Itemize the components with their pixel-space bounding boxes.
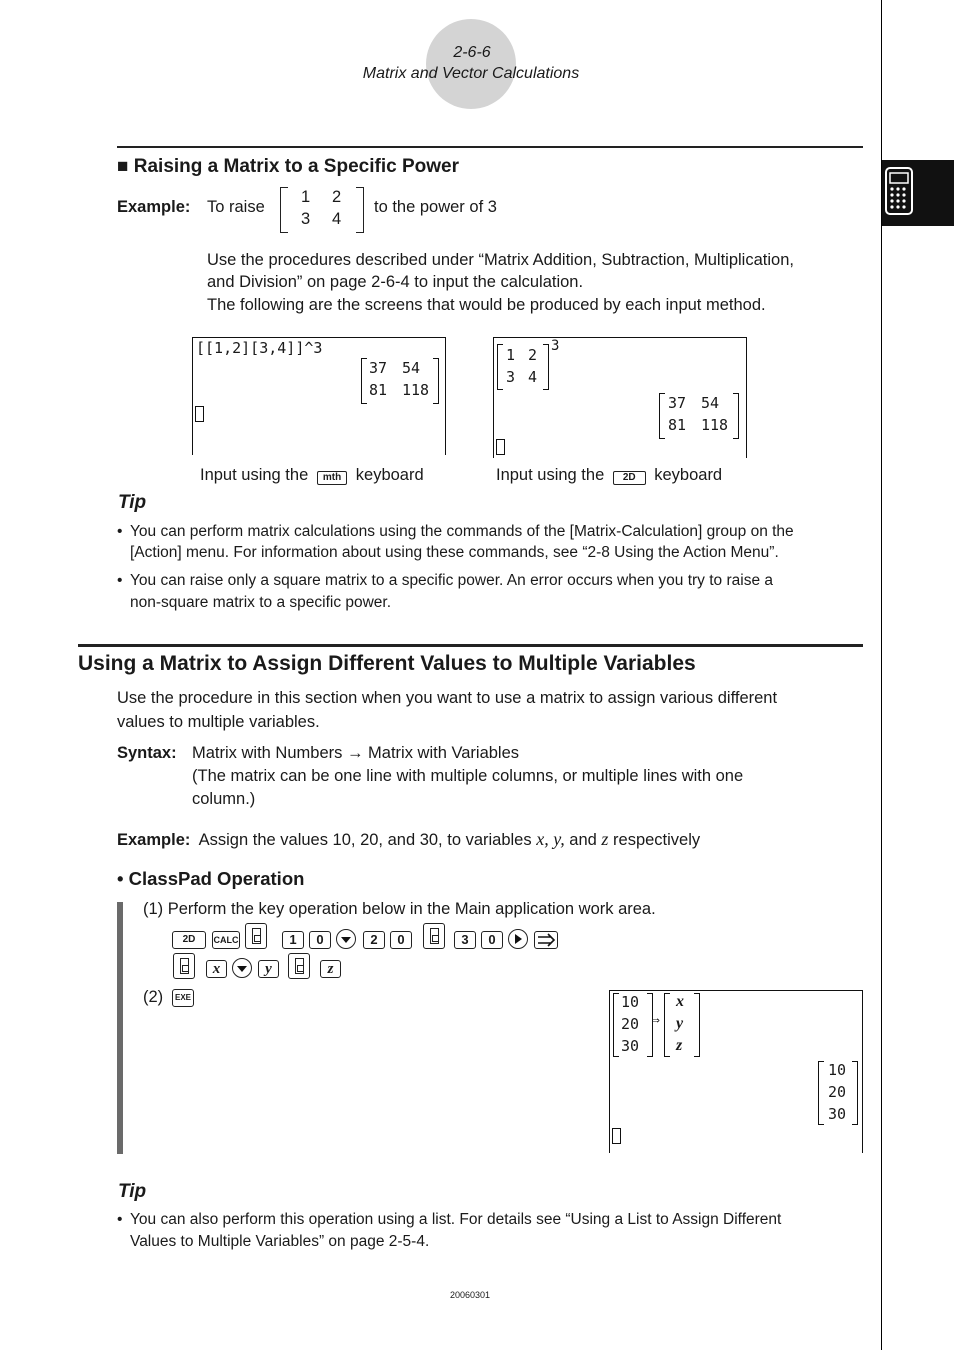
- tip-item-line: You can raise only a square matrix to a specific power. An error occurs when you try to raise a: [130, 572, 773, 589]
- example-and: and: [569, 831, 597, 849]
- 2d-key: 2D: [613, 471, 646, 485]
- caption-2d: [496, 464, 722, 487]
- header-circle: [426, 19, 516, 109]
- example-label: Example:: [117, 831, 191, 849]
- input-cell: 4: [528, 368, 538, 386]
- key-matrix-template: [288, 953, 310, 979]
- syntax-label: Syntax:: [117, 744, 177, 762]
- result-matrix: [659, 393, 739, 437]
- key-exe: EXE: [172, 989, 194, 1007]
- tip-heading: Tip: [118, 492, 147, 513]
- key-calc: CALC: [212, 931, 240, 949]
- tip-item-line: [Action] menu. For information about using these commands, see “2-8 Using the Action Menu”.: [130, 544, 779, 561]
- result-cell: 37: [369, 359, 388, 377]
- right-arrow-icon: [509, 930, 527, 948]
- cursor: [195, 406, 204, 422]
- example-text-post: to the power of 3: [374, 198, 497, 216]
- tip-heading: Tip: [118, 1181, 147, 1202]
- result-cell: 118: [701, 416, 729, 434]
- tip-item-line: non-square matrix to a specific power.: [130, 594, 392, 611]
- input-matrix: [497, 344, 549, 390]
- tip-bullet: •: [117, 1211, 123, 1228]
- key-matrix-template: [173, 953, 195, 979]
- var-cell: y: [676, 1015, 684, 1032]
- value-cell: 20: [621, 1015, 640, 1033]
- chapter-tab: [882, 160, 954, 226]
- exponent: 3: [551, 338, 560, 354]
- matrix-cell: 1: [301, 188, 311, 206]
- footer-code: 20060301: [449, 1290, 491, 1300]
- result-cell: 20: [828, 1083, 847, 1101]
- paragraph-line: and Division” on page 2-6-4 to input the calculation.: [207, 273, 584, 291]
- section-heading: Using a Matrix to Assign Different Values to Multiple Variables: [78, 652, 696, 675]
- section-rule: [78, 644, 863, 647]
- result-cell: 54: [402, 359, 421, 377]
- syntax-note: column.): [192, 790, 256, 808]
- mth-key: mth: [317, 471, 347, 485]
- calculator-screen-mth: [192, 337, 446, 455]
- value-cell: 30: [621, 1037, 640, 1055]
- key-right-arrow: [508, 929, 528, 949]
- key-z: z: [320, 960, 341, 978]
- caption-mth: [200, 464, 424, 487]
- syntax-note: (The matrix can be one line with multiple columns, or multiple lines with one: [192, 767, 744, 785]
- double-arrow-icon: [535, 932, 557, 948]
- key-0: 0: [481, 931, 503, 949]
- key-2d: 2D: [172, 931, 206, 949]
- input-cell: 3: [506, 368, 516, 386]
- result-cell: 30: [828, 1105, 847, 1123]
- key-3: 3: [454, 931, 476, 949]
- screen-input-line: [[1,2][3,4]]^3: [196, 339, 323, 357]
- vars-matrix: [664, 993, 700, 1057]
- example-matrix: [280, 187, 364, 231]
- page-number: 2-6-6: [453, 44, 491, 61]
- result-cell: 81: [668, 416, 687, 434]
- caption-pre: Input using the: [200, 466, 309, 484]
- example-vars: x, y,: [536, 829, 565, 849]
- result-cell: 37: [668, 394, 687, 412]
- step-2: (2): [143, 988, 164, 1006]
- caption-pre: Input using the: [496, 466, 605, 484]
- calculator-screen-assign: [609, 990, 863, 1153]
- values-matrix: [613, 993, 653, 1057]
- section-title: Matrix and Vector Calculations: [362, 65, 580, 82]
- value-cell: 10: [621, 993, 640, 1011]
- key-matrix-template: [245, 923, 267, 949]
- subsection-heading: ■ Raising a Matrix to a Specific Power: [117, 156, 459, 177]
- key-down-arrow: [232, 958, 252, 978]
- example-text-pre: To raise: [207, 198, 265, 216]
- matrix-cell: 2: [332, 188, 342, 206]
- key-0: 0: [309, 931, 331, 949]
- tip-bullet: •: [117, 572, 123, 589]
- var-cell: z: [676, 1037, 683, 1054]
- var-cell: x: [676, 993, 684, 1010]
- example-text-pre: Assign the values 10, 20, and 30, to variables: [198, 831, 532, 849]
- example-text-post: respectively: [613, 831, 701, 849]
- syntax-text: Matrix with Numbers → Matrix with Variables: [192, 744, 520, 762]
- paragraph-line: Use the procedures described under “Matrix Addition, Subtraction, Multiplication,: [207, 251, 794, 269]
- tip-bullet: •: [117, 523, 123, 540]
- result-cell: 81: [369, 381, 388, 399]
- input-cell: 1: [506, 346, 516, 364]
- key-down-arrow: [336, 929, 356, 949]
- calculator-icon: [882, 160, 954, 226]
- caption-post: keyboard: [355, 466, 424, 484]
- key-1: 1: [282, 931, 304, 949]
- down-arrow-icon: [337, 930, 355, 948]
- matrix-cell: 3: [301, 210, 311, 228]
- example-label: Example:: [117, 198, 191, 216]
- input-cell: 2: [528, 346, 538, 364]
- result-cell: 54: [701, 394, 720, 412]
- operation-bar: [117, 902, 123, 1154]
- key-y: y: [258, 960, 279, 978]
- calculator-screen-2d: [493, 337, 747, 458]
- store-arrow: ⇒: [652, 1013, 660, 1028]
- step-1: (1) Perform the key operation below in the Main application work area.: [143, 900, 656, 918]
- tip-item-line: You can also perform this operation using a list. For details see “Using a List to Assign Different: [130, 1211, 782, 1228]
- caption-post: keyboard: [654, 466, 723, 484]
- key-matrix-template: [423, 923, 445, 949]
- example-var-z: z: [601, 829, 609, 849]
- tip-item-line: Values to Multiple Variables” on page 2-5-4.: [130, 1233, 430, 1250]
- down-arrow-icon: [233, 959, 251, 977]
- key-0: 0: [390, 931, 412, 949]
- operation-heading: • ClassPad Operation: [117, 868, 305, 889]
- result-cell: 10: [828, 1061, 847, 1079]
- key-store-arrow: [534, 931, 558, 949]
- tip-item-line: You can perform matrix calculations using the commands of the [Matrix-Calculation] group on the: [130, 523, 794, 540]
- matrix-cell: 4: [332, 210, 342, 228]
- result-matrix: [361, 358, 439, 402]
- cursor: [496, 439, 505, 455]
- cursor: [612, 1128, 621, 1144]
- paragraph-line: The following are the screens that would be produced by each input method.: [207, 296, 766, 314]
- intro-line: Use the procedure in this section when you want to use a matrix to assign various different: [117, 689, 778, 707]
- result-matrix: [818, 1061, 858, 1125]
- result-cell: 118: [402, 381, 430, 399]
- example-line: [117, 828, 700, 852]
- intro-line: values to multiple variables.: [117, 713, 320, 731]
- section-rule: [117, 146, 863, 148]
- key-x: x: [206, 960, 227, 978]
- key-2: 2: [363, 931, 385, 949]
